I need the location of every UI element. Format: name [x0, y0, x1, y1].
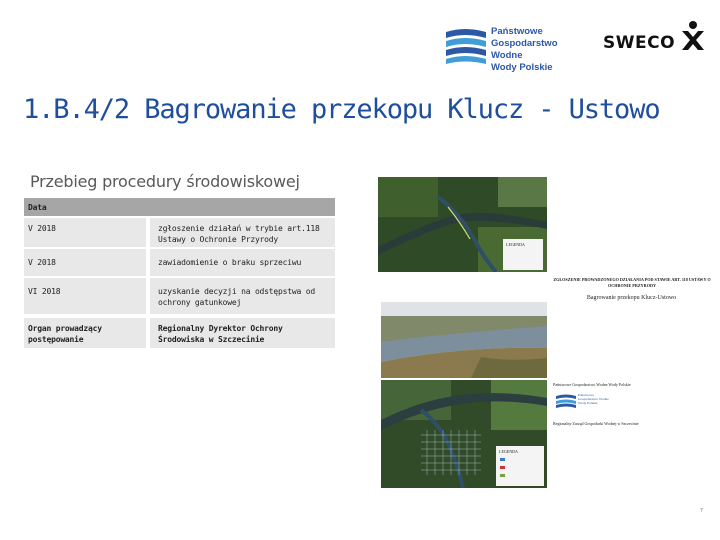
table-row: [24, 318, 335, 348]
pgw-small-logo: [555, 393, 577, 409]
description-cell: zgłoszenie działań w trybie art.118 Ustawy o Ochronie Przyrody: [146, 218, 335, 247]
map-legend-label: LEGENDA: [506, 242, 525, 247]
document-project-title: Bagrowanie przekopu Klucz-Ustowo: [586, 295, 677, 301]
pgw-small-logo-text: [578, 393, 609, 405]
pgw-small-logo-line: Wody Polskie: [578, 401, 598, 405]
pgw-small-logo-line: Gospodarstwo Wodne: [578, 397, 609, 401]
map-legend-label: LEGENDA: [499, 449, 518, 454]
page-title: 1.B.4/2 Bagrowanie przekopu Klucz - Ustowo: [23, 94, 660, 125]
pgw-logo-line: Państwowe: [491, 26, 543, 37]
sweco-logo-text: SWECO: [603, 33, 676, 53]
table-row: [24, 278, 335, 314]
description-cell: uzyskanie decyzji na odstępstwa od ochrony gatunkowej: [146, 278, 335, 314]
sweco-logo-icon: [679, 20, 707, 52]
date-cell: VI 2018: [28, 287, 61, 296]
organization-info-panel: [549, 378, 714, 430]
table-header-cell: Data: [28, 203, 47, 212]
date-cell: V 2018: [28, 258, 56, 267]
pgw-logo-text: [491, 26, 581, 74]
authority-label-cell: Organ prowadzący postępowanie: [28, 324, 102, 344]
procedure-table: [24, 198, 335, 350]
authority-cell: Regionalny Dyrektor Ochrony Środowiska w Szczecinie: [146, 318, 335, 348]
document-heading: ZGŁOSZENIE PROWADZONEGO DZIAŁANIA POD STAWIE ART. 118 USTAWY O OCHRONIE PRZYRODY: [553, 277, 711, 288]
description-cell: zawiadomienie o braku sprzeciwu: [146, 249, 335, 276]
date-cell: V 2018: [28, 224, 56, 233]
aerial-photo: [381, 302, 547, 378]
section-subtitle: Przebieg procedury środowiskowej: [30, 172, 300, 191]
dredging-area-map: [381, 380, 547, 488]
pgw-small-logo-line: Państwowe: [578, 393, 594, 397]
pgw-logo-line: Gospodarstwo Wodne: [491, 38, 558, 61]
page-number: 7: [700, 508, 703, 514]
org-line: Państwowe Gospodarstwo Wodne Wody Polskie: [553, 382, 631, 387]
satellite-map-image: [378, 177, 547, 272]
table-row: [24, 249, 335, 276]
table-header-row: [24, 198, 335, 216]
table-row: [24, 218, 335, 247]
pgw-logo-line: Wody Polskie: [491, 62, 553, 73]
region-line: Regionalny Zarząd Gospodarki Wodnej w Szczecinie: [553, 421, 639, 426]
document-heading-panel: [549, 272, 714, 308]
